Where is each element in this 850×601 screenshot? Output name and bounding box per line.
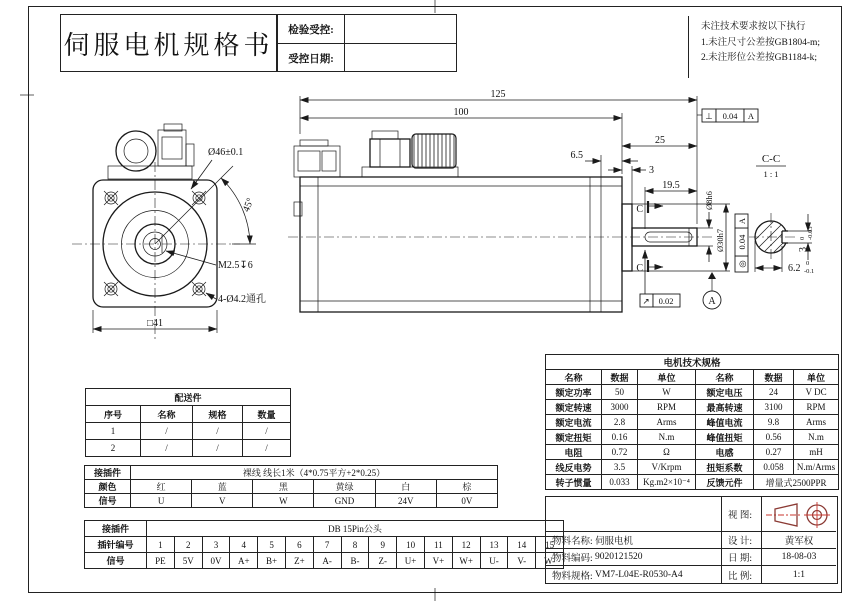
svg-text:0.04: 0.04 (722, 111, 738, 121)
cell: 0V (436, 494, 497, 508)
cell: V+ (424, 553, 452, 569)
holes-dim: 4-Ø4.2通孔 (218, 294, 267, 305)
cell: / (193, 423, 243, 440)
cell: 黄绿 (314, 480, 375, 494)
cell: 5 (258, 537, 286, 553)
connector-type: DB 15Pin公头 (147, 521, 564, 537)
section-title: C-C (761, 153, 781, 165)
cell: 0.72 (602, 445, 638, 460)
motor-spec-table (545, 354, 839, 490)
cell: 数量 (243, 406, 291, 423)
cell: 50 (602, 385, 638, 400)
pin-number-row: 插针编号 1 2 3 4 5 6 7 8 9 10 11 12 13 14 15 (85, 537, 564, 553)
cell: V DC (794, 385, 839, 400)
cell: 9.8 (754, 415, 794, 430)
cell: 0.56 (754, 430, 794, 445)
material-code: 9020121520 (595, 552, 643, 562)
cell: 1 (147, 537, 175, 553)
table-row (546, 430, 839, 445)
cell: mH (794, 445, 839, 460)
cell: 线反电势 (546, 460, 602, 475)
delivery-header-row (86, 406, 291, 423)
note-line: 1.未注尺寸公差按GB1804-m; (701, 37, 821, 48)
cell: W (638, 385, 696, 400)
delivery-table-title: 配送件 (86, 389, 291, 406)
cell: 2 (174, 537, 202, 553)
cell: W+ (452, 553, 480, 569)
cell: 电感 (696, 445, 754, 460)
date-value: 18-08-03 (762, 549, 836, 566)
note-line: 2.未注形位公差按GB1184-k; (701, 53, 818, 64)
section-scale: 1 : 1 (763, 169, 779, 179)
cell: / (193, 440, 243, 457)
cell: 电阻 (546, 445, 602, 460)
cell: A- (313, 553, 341, 569)
cell: W (253, 494, 314, 508)
cell: 4 (230, 537, 258, 553)
note-line: 未注技术要求按以下执行 (701, 22, 806, 32)
section-cut-marks (636, 201, 663, 274)
cable-gland (362, 131, 458, 177)
cell: 红 (131, 480, 192, 494)
cell: N.m (794, 430, 839, 445)
svg-text:0: 0 (806, 260, 810, 267)
cell: 14 (508, 537, 536, 553)
cell: V (192, 494, 253, 508)
concentricity-frame (735, 214, 748, 272)
wire-spec: 裸线 线长1米（4*0.75平方+2*0.25） (131, 466, 498, 480)
cell: 0.033 (602, 475, 638, 490)
svg-text:A: A (737, 217, 747, 225)
table-row (546, 415, 839, 430)
cell: 扭矩系数 (696, 460, 754, 475)
cell: Z- (369, 553, 397, 569)
svg-text:0.04: 0.04 (737, 234, 747, 250)
table-row (86, 440, 291, 457)
cell: 棕 (436, 480, 497, 494)
encoder-connector (294, 140, 340, 216)
front-view (72, 124, 266, 340)
material-spec-cell: 物料规格: VM7-L04E-R0530-A4 (546, 566, 722, 583)
cell: B- (341, 553, 369, 569)
perpendicularity-icon: ⊥ (705, 111, 713, 121)
cell: 数据 (602, 370, 638, 385)
material-name: 伺服电机 (595, 537, 634, 547)
body-length-dim: 100 (453, 107, 469, 118)
cell: 10 (397, 537, 425, 553)
cell: 11 (424, 537, 452, 553)
inspection-label: 检验受控: (278, 15, 345, 43)
cell: 单位 (794, 370, 839, 385)
designer-name: 黄军权 (762, 532, 836, 549)
cell: V- (508, 553, 536, 569)
cell: 5V (174, 553, 202, 569)
material-name-cell: 物料名称: 伺服电机 (546, 532, 722, 549)
boss-length-dim: 3 (649, 165, 654, 176)
material-spec: VM7-L04E-R0530-A4 (595, 569, 683, 580)
cell: 8 (341, 537, 369, 553)
cell: 13 (480, 537, 508, 553)
cell: 额定转速 (546, 400, 602, 415)
total-length-dim: 125 (490, 89, 506, 100)
cell: 3000 (602, 400, 638, 415)
svg-text:-0.03: -0.03 (807, 226, 814, 240)
cell: 9 (369, 537, 397, 553)
key-height-dim (798, 226, 814, 252)
cell: 单位 (638, 370, 696, 385)
cell: 规格 (193, 406, 243, 423)
boss-dia-dim: Ø30h7 (715, 228, 725, 252)
pin-signal-row: 信号 PE 5V 0V A+ B+ Z+ A- B- Z- U+ V+ W+ U- V- W- (85, 553, 564, 569)
front-connector (108, 124, 194, 179)
svg-text:A: A (747, 111, 755, 121)
view-label: 视 图: (722, 497, 762, 532)
delivery-table (85, 388, 291, 457)
flange-dia-dim: Ø46±0.1 (208, 147, 244, 158)
cell: W- (536, 553, 564, 569)
design-label: 设 计: (722, 532, 762, 549)
cell: 额定电压 (696, 385, 754, 400)
cell: 名称 (546, 370, 602, 385)
section-view (744, 153, 814, 275)
cell: 反馈元件 (696, 475, 754, 490)
scale-value: 1:1 (792, 569, 806, 580)
cell: 3 (202, 537, 230, 553)
cell: 额定扭矩 (546, 430, 602, 445)
cell: GND (314, 494, 375, 508)
table-row (546, 475, 839, 490)
svg-text:-0.1: -0.1 (804, 268, 815, 275)
section-letter-top: C (636, 204, 643, 215)
connector-table (84, 520, 564, 569)
concentricity-icon: ◎ (737, 260, 747, 268)
side-view (288, 89, 758, 312)
runout-icon: ↗ (642, 296, 650, 306)
cell: 6 (285, 537, 313, 553)
cell: 0.16 (602, 430, 638, 445)
cell: 序号 (86, 406, 141, 423)
projection-symbol-cell (762, 497, 836, 532)
shaft-length-dim: 25 (655, 135, 665, 146)
cell: RPM (794, 400, 839, 415)
cell: U (131, 494, 192, 508)
cell: 12 (452, 537, 480, 553)
cell: 0V (202, 553, 230, 569)
spec-table-title: 电机技术规格 (546, 355, 839, 370)
cell: U+ (397, 553, 425, 569)
square-dim: □41 (146, 318, 164, 329)
cell: PE (147, 553, 175, 569)
sheet-title: 伺服电机规格书 (63, 30, 274, 60)
cell: 黑 (253, 480, 314, 494)
wire-spec-row (85, 466, 498, 480)
runout-frame (640, 250, 680, 307)
flange-thickness-dim: 6.5 (570, 150, 583, 161)
scale-label: 比 例: (722, 566, 762, 583)
wire-table (84, 465, 498, 508)
cell: A+ (230, 553, 258, 569)
svg-text:A: A (708, 296, 716, 307)
datum-a (703, 272, 721, 309)
cell: / (141, 423, 193, 440)
cell: 峰值扭矩 (696, 430, 754, 445)
wire-label: 接插件 (85, 466, 131, 480)
cell: Arms (794, 415, 839, 430)
cell: 白 (375, 480, 436, 494)
cell: 额定功率 (546, 385, 602, 400)
cell: 0.27 (754, 445, 794, 460)
wire-signal-row: 信号 U V W GND 24V 0V (85, 494, 498, 508)
cell: RPM (638, 400, 696, 415)
cell: / (141, 440, 193, 457)
cell: 0.058 (754, 460, 794, 475)
table-row (546, 460, 839, 475)
svg-text:3: 3 (798, 247, 809, 252)
spec-header-row (546, 370, 839, 385)
shaft-dia-dim: Ø8h6 (704, 191, 714, 210)
svg-text:0.02: 0.02 (658, 296, 674, 306)
cell: 2 (86, 440, 141, 457)
cell: V/Krpm (638, 460, 696, 475)
cell: 名称 (696, 370, 754, 385)
cell: 15 (536, 537, 564, 553)
cell: B+ (258, 553, 286, 569)
perpendicularity-frame (697, 109, 758, 122)
svg-text:0: 0 (799, 236, 806, 240)
date-label: 日 期: (722, 549, 762, 566)
table-row (546, 385, 839, 400)
cell: Kg.m2×10⁻⁴ (638, 475, 696, 490)
connector-type-row (85, 521, 564, 537)
cell: 7 (313, 537, 341, 553)
key-width-dim (788, 260, 814, 275)
cell: 2.8 (602, 415, 638, 430)
svg-text:6.2: 6.2 (788, 263, 801, 274)
cell: 3.5 (602, 460, 638, 475)
cell: 最高转速 (696, 400, 754, 415)
table-row (86, 423, 291, 440)
cell: U- (480, 553, 508, 569)
cell: 增量式2500PPR (754, 475, 839, 490)
cell: Arms (638, 415, 696, 430)
material-code-cell: 物料编码: 9020121520 (546, 549, 722, 566)
control-date-label: 受控日期: (278, 44, 345, 72)
table-row (546, 400, 839, 415)
cell: 额定电流 (546, 415, 602, 430)
cell: / (243, 440, 291, 457)
key-length-dim: 19.5 (662, 180, 680, 191)
cell: / (243, 423, 291, 440)
cell: 蓝 (192, 480, 253, 494)
cell: 24 (754, 385, 794, 400)
wire-color-row: 颜色 红 蓝 黑 黄绿 白 棕 (85, 480, 498, 494)
cell: Ω (638, 445, 696, 460)
cell: 3100 (754, 400, 794, 415)
cell: N.m (638, 430, 696, 445)
section-letter-bottom: C (636, 263, 643, 274)
tap-dim: M2.5↧6 (218, 260, 253, 271)
connector-label: 接插件 (85, 521, 147, 537)
angle-dim: 45° (240, 196, 257, 214)
title-block (545, 496, 838, 584)
table-row (546, 445, 839, 460)
cell: N.m/Arms (794, 460, 839, 475)
cell: 数据 (754, 370, 794, 385)
cell: 转子惯量 (546, 475, 602, 490)
cell: Z+ (285, 553, 313, 569)
cell: 名称 (141, 406, 193, 423)
cell: 1 (86, 423, 141, 440)
first-angle-projection-icon (763, 498, 835, 530)
cell: 峰值电流 (696, 415, 754, 430)
cell: 24V (375, 494, 436, 508)
title-block-empty-cell (546, 497, 722, 532)
